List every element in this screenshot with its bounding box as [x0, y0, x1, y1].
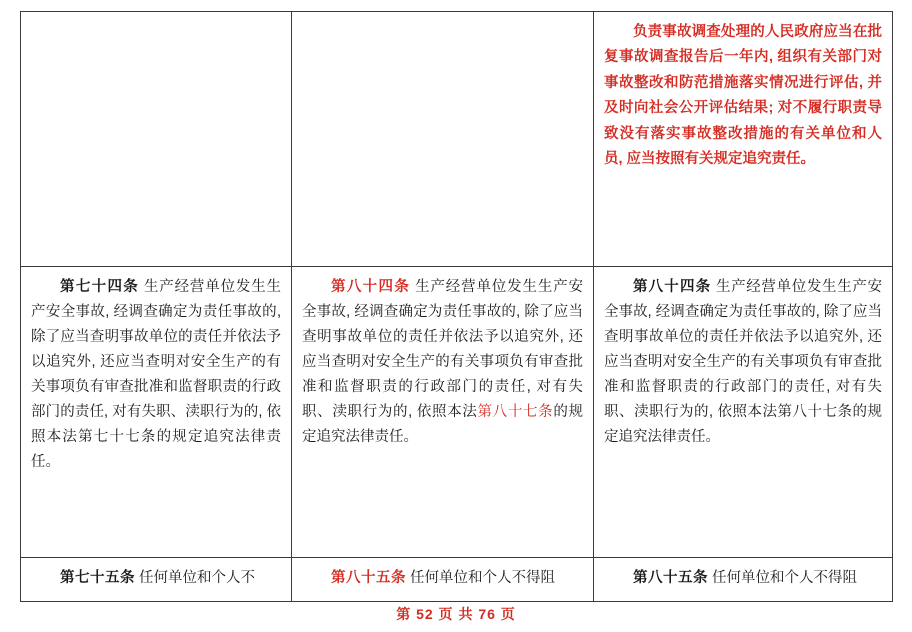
article-paragraph: [31, 275, 281, 475]
article-paragraph: [604, 275, 882, 450]
page-footer: 第 52 页 共 76 页: [396, 606, 516, 622]
table-cell-article-74-old: [21, 267, 292, 558]
article-body-text: 任何单位和个人不得阻: [410, 570, 556, 586]
table-cell-article-84-mid: [292, 267, 594, 558]
amendment-paragraph: 负责事故调查处理的人民政府应当在批复事故调查报告后一年内, 组织有关部门对事故整改和防范措施落实情况进行评估, 并及时向社会公开评估结果; 对不履行职责导致没有落实事故整改措施的有关单位和人员, 应当按照有关规定追究责任。: [604, 24, 882, 167]
article-body-text-after: 的规定追究法律责任。: [302, 403, 584, 445]
table-cell-new-amendment: [594, 12, 893, 267]
article-paragraph: [604, 566, 882, 591]
article-body-text: 生产经营单位发生生产安全事故, 经调查确定为责任事故的, 除了应当查明事故单位的责任并依法予以追究外, 还应当查明对安全生产的有关事项负有审查批准和监督职责的行政部门的责任, 对有失职、渎职行为的, 依照本法第八十七条的规定追究法律责任。: [604, 279, 883, 445]
table-cell-article-75-old: [21, 558, 292, 602]
article-highlight-reference: 第八十七条: [477, 403, 554, 420]
article-body-text: 任何单位和个人不得阻: [712, 570, 858, 586]
table-row: [21, 558, 893, 602]
article-number-label: 第八十五条: [331, 570, 406, 586]
table-cell-article-85-mid: [292, 558, 594, 602]
table-cell-article-85-new: [594, 558, 893, 602]
article-number-label: 第八十四条: [331, 279, 411, 295]
article-body-text: 生产经营单位发生生产安全事故, 经调查确定为责任事故的, 除了应当查明事故单位的责任并依法予以追究外, 还应当查明对安全生产的有关事项负有审查批准和监督职责的行政部门的责任, 对有失职、渎职行为的, 依照本法第七十七条的规定追究法律责任。: [31, 279, 282, 470]
table-row: [21, 267, 893, 558]
article-body-text: 任何单位和个人不: [139, 570, 256, 586]
article-body-text-before: 生产经营单位发生生产安全事故, 经调查确定为责任事故的, 除了应当查明事故单位的责任并依法予以追究外, 还应当查明对安全生产的有关事项负有审查批准和监督职责的行政部门的责任, 对有失职、渎职行为的, 依照本法: [302, 279, 584, 420]
table-cell-mid-empty: [292, 12, 594, 267]
article-paragraph: [302, 275, 583, 450]
article-number-label: 第七十五条: [60, 570, 135, 586]
comparison-table: [20, 11, 893, 602]
table-row: [21, 12, 893, 267]
article-paragraph: [31, 566, 281, 591]
article-number-label: 第八十四条: [633, 279, 712, 295]
article-paragraph: [302, 566, 583, 591]
article-number-label: 第七十四条: [60, 279, 140, 295]
article-number-label: 第八十五条: [633, 570, 708, 586]
table-cell-old-empty: [21, 12, 292, 267]
table-cell-article-84-new: [594, 267, 893, 558]
